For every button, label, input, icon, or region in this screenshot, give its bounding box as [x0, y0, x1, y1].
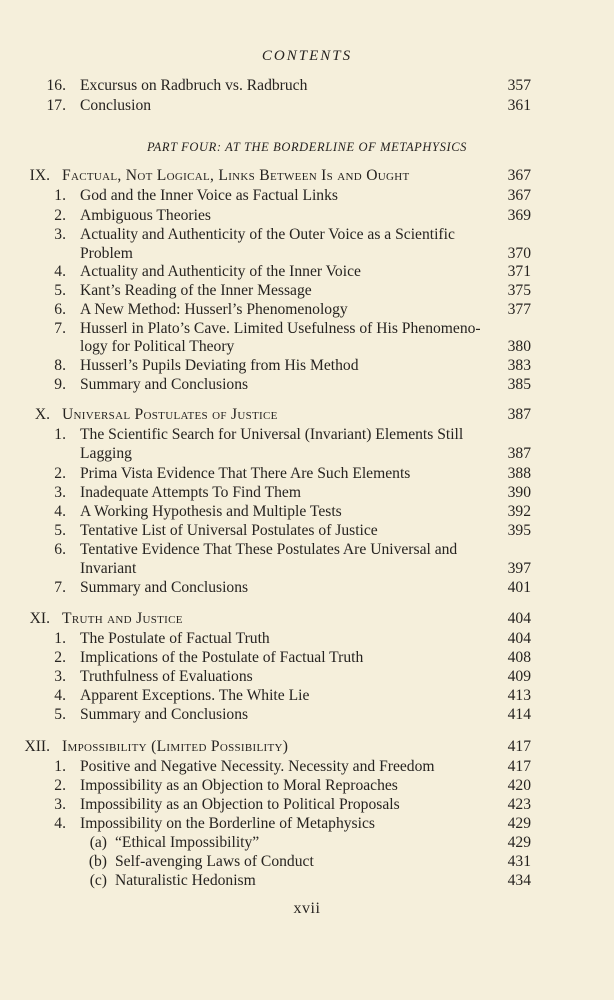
entry-title: The Scientific Search for Universal (Invariant) Elements Still [80, 426, 464, 443]
page-number: 375 [507, 282, 531, 299]
page-number: 434 [507, 872, 531, 889]
entry-title: Inadequate Attempts To Find Them [80, 484, 301, 501]
toc-entry-row [0, 281, 614, 301]
page-number: 409 [507, 668, 531, 685]
entry-number: 7. [54, 579, 66, 596]
entry-number: 17. [46, 97, 66, 114]
entry-title: Impossibility as an Objection to Moral Reproaches [80, 777, 398, 794]
toc-entry-row [0, 206, 614, 226]
page-number: 423 [507, 796, 531, 813]
toc-entry-row [0, 686, 614, 706]
toc-entry-row [0, 776, 614, 796]
entry-number: 4. [54, 263, 66, 280]
entry-title: Kant’s Reading of the Inner Message [80, 282, 312, 299]
page-number: 397 [507, 560, 531, 577]
entry-title: Husserl’s Pupils Deviating from His Method [80, 357, 359, 374]
toc-entry-row [0, 425, 614, 445]
toc-entry-row [0, 444, 614, 464]
toc-entry-row [0, 502, 614, 522]
page-number: 395 [507, 522, 531, 539]
entry-title: Prima Vista Evidence That There Are Such Elements [80, 465, 411, 482]
entry-number: (a) [89, 834, 107, 851]
page-number: 377 [507, 301, 531, 318]
page-number: 387 [507, 445, 531, 462]
entry-number: 5. [54, 522, 66, 539]
page-number: 380 [507, 338, 531, 355]
page-number: 408 [507, 649, 531, 666]
toc-entry-row [0, 76, 614, 96]
entry-number: 3. [54, 484, 66, 501]
page-number: 404 [507, 630, 531, 647]
entry-number: 16. [46, 77, 66, 94]
toc-entry-row [0, 705, 614, 725]
page-number: 370 [507, 245, 531, 262]
part-heading: PART FOUR: AT THE BORDERLINE OF METAPHYSICS [146, 140, 467, 154]
chapter-title: Universal Postulates of Justice [62, 406, 278, 423]
toc-entry-row [0, 300, 614, 320]
entry-title: Naturalistic Hedonism [115, 872, 256, 889]
toc-entry-row [0, 262, 614, 282]
entry-number: 3. [54, 796, 66, 813]
entry-number: IX. [29, 167, 50, 184]
toc-entry-row [0, 464, 614, 484]
entry-title: A Working Hypothesis and Multiple Tests [80, 503, 342, 520]
entry-number: 1. [54, 426, 66, 443]
entry-number: 2. [54, 777, 66, 794]
entry-title: Lagging [80, 445, 132, 462]
page-number: 390 [507, 484, 531, 501]
entry-title: Implications of the Postulate of Factual Truth [80, 649, 364, 666]
entry-title: Conclusion [80, 97, 152, 114]
toc-entry-row [0, 319, 614, 339]
toc-entry-row [0, 540, 614, 560]
entry-title: Tentative List of Universal Postulates of Justice [80, 522, 378, 539]
entry-title: Tentative Evidence That These Postulates Are Universal and [80, 541, 458, 558]
entry-title: “Ethical Impossibility” [115, 834, 260, 851]
entry-number: 2. [54, 207, 66, 224]
toc-entry-row [0, 871, 614, 891]
toc-entry-row [0, 356, 614, 376]
entry-title: Problem [80, 245, 133, 262]
entry-number: XI. [29, 610, 50, 627]
entry-title: Self-avenging Laws of Conduct [115, 853, 314, 870]
toc-entry-row [0, 757, 614, 777]
page-number: 429 [507, 834, 531, 851]
toc-entry-row [0, 186, 614, 206]
entry-title: Summary and Conclusions [80, 706, 249, 723]
toc-chapter-row [0, 737, 614, 757]
entry-number: X. [34, 406, 50, 423]
toc-chapter-row [0, 405, 614, 425]
entry-title: Excursus on Radbruch vs. Radbruch [80, 77, 308, 94]
entry-number: 8. [54, 357, 66, 374]
page-number: 383 [507, 357, 531, 374]
page-number: 401 [507, 579, 531, 596]
page-number: 369 [507, 207, 531, 224]
toc-entry-row [0, 244, 614, 264]
entry-number: 5. [54, 706, 66, 723]
entry-number: 6. [54, 301, 66, 318]
toc-entry-row [0, 629, 614, 649]
toc-entry-row [0, 833, 614, 853]
toc-chapter-row [0, 609, 614, 629]
chapter-title: Factual, Not Logical, Links Between Is and Ought [62, 167, 410, 184]
entry-title: Apparent Exceptions. The White Lie [80, 687, 310, 704]
entry-number: 1. [54, 630, 66, 647]
entry-number: XII. [24, 738, 50, 755]
entry-number: 7. [54, 320, 66, 337]
entry-number: 5. [54, 282, 66, 299]
page-number: 417 [507, 758, 531, 775]
page-number: 388 [507, 465, 531, 482]
chapter-title: Impossibility (Limited Possibility) [62, 738, 289, 755]
toc-entry-row [0, 337, 614, 357]
entry-title: Ambiguous Theories [80, 207, 211, 224]
entry-title: Positive and Negative Necessity. Necessity and Freedom [80, 758, 435, 775]
entry-number: 3. [54, 668, 66, 685]
page-number: 387 [507, 406, 531, 423]
toc-entry-row [0, 96, 614, 116]
page-number: 404 [507, 610, 531, 627]
entry-number: (c) [89, 872, 107, 889]
entry-title: logy for Political Theory [80, 338, 235, 355]
entry-number: 3. [54, 226, 66, 243]
page-number: 357 [507, 77, 531, 94]
entry-number: 9. [54, 376, 66, 393]
page-number: 414 [507, 706, 531, 723]
page-number: 431 [507, 853, 531, 870]
toc-entry-row [0, 795, 614, 815]
entry-title: Summary and Conclusions [80, 376, 249, 393]
entry-number: 4. [54, 815, 66, 832]
entry-title: Impossibility on the Borderline of Metaphysics [80, 815, 375, 832]
entry-title: God and the Inner Voice as Factual Links [80, 187, 338, 204]
page-number: 429 [507, 815, 531, 832]
entry-number: 6. [54, 541, 66, 558]
toc-entry-row [0, 375, 614, 395]
entry-number: 4. [54, 687, 66, 704]
toc-entry-row [0, 814, 614, 834]
entry-number: 1. [54, 187, 66, 204]
entry-number: (b) [88, 853, 107, 870]
entry-number: 1. [54, 758, 66, 775]
entry-title: A New Method: Husserl’s Phenomenology [80, 301, 348, 318]
toc-chapter-row [0, 166, 614, 186]
running-header: CONTENTS [261, 48, 353, 64]
entry-title: Impossibility as an Objection to Political Proposals [80, 796, 400, 813]
toc-entry-row [0, 225, 614, 245]
entry-title: Summary and Conclusions [80, 579, 249, 596]
toc-entry-row [0, 852, 614, 872]
entry-title: Invariant [80, 560, 137, 577]
toc-entry-row [0, 559, 614, 579]
toc-entry-row [0, 578, 614, 598]
entry-title: Actuality and Authenticity of the Outer Voice as a Scientific [80, 226, 455, 243]
toc-entry-row [0, 667, 614, 687]
page-number: 385 [507, 376, 531, 393]
entry-title: Husserl in Plato’s Cave. Limited Usefulness of His Phenomeno- [80, 320, 481, 337]
page-number: 417 [507, 738, 531, 755]
toc-entry-row [0, 521, 614, 541]
entry-number: 4. [54, 503, 66, 520]
page-number: 392 [507, 503, 531, 520]
chapter-title: Truth and Justice [62, 610, 183, 627]
page-number: 367 [507, 187, 531, 204]
page-number: 361 [507, 97, 531, 114]
toc-entry-row [0, 648, 614, 668]
entry-title: Actuality and Authenticity of the Inner Voice [80, 263, 361, 280]
page-number: 420 [507, 777, 531, 794]
entry-title: The Postulate of Factual Truth [80, 630, 270, 647]
page-number: 413 [507, 687, 531, 704]
page-number: 367 [507, 167, 531, 184]
entry-title: Truthfulness of Evaluations [80, 668, 253, 685]
page-number: 371 [507, 263, 531, 280]
entry-number: 2. [54, 649, 66, 666]
toc-entry-row [0, 483, 614, 503]
page-folio: xvii [293, 900, 321, 917]
entry-number: 2. [54, 465, 66, 482]
